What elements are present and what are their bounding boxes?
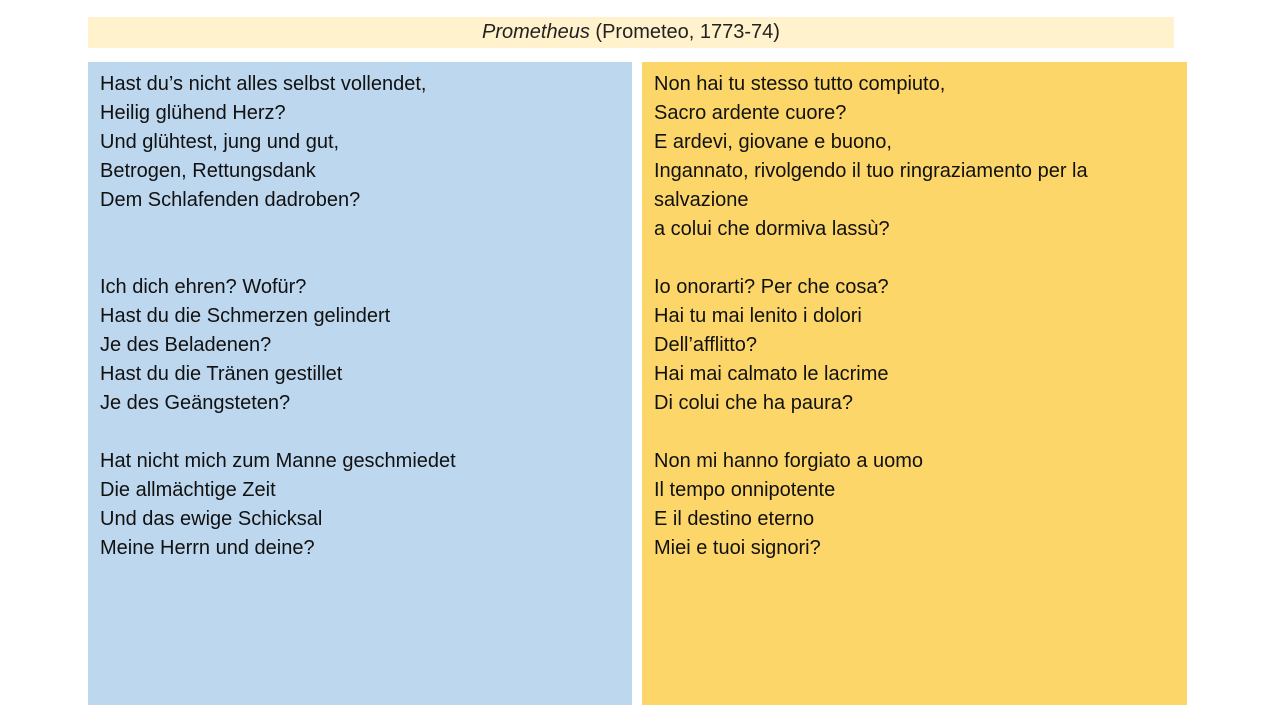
poem-line: Io onorarti? Per che cosa? [654,276,889,298]
italian-stanza-1 [654,70,1175,244]
poem-line: Dell’afflitto? [654,334,758,356]
poem-line: Non mi hanno forgiato a uomo [654,450,924,472]
poem-line: Die allmächtige Zeit [100,479,276,501]
poem-line: Hast du die Schmerzen gelindert [100,305,391,327]
poem-line: Hai mai calmato le lacrime [654,363,889,385]
poem-line: Heilig glühend Herz? [100,102,286,124]
poem-line: E ardevi, giovane e buono, [654,131,892,153]
poem-line: a colui che dormiva lassù? [654,218,890,240]
italian-stanza-2 [654,273,1175,418]
title-work-name: Prometheus [482,21,590,43]
title-subtitle: (Prometeo, 1773-74) [589,21,780,43]
poem-line: Di colui che ha paura? [654,392,854,414]
poem-line: Ich dich ehren? Wofür? [100,276,307,298]
poem-line: Hat nicht mich zum Manne geschmiedet [100,450,456,472]
poem-line: Hai tu mai lenito i dolori [654,305,862,327]
german-stanza-2 [100,273,620,418]
poem-line: Und das ewige Schicksal [100,508,323,530]
poem-line: Und glühtest, jung und gut, [100,131,340,153]
poem-line: Hast du die Tränen gestillet [100,363,343,385]
german-text-panel [88,62,632,705]
poem-line: E il destino eterno [654,508,815,530]
german-stanza-1 [100,70,620,215]
page-title [88,17,1174,48]
italian-translation-panel [642,62,1187,705]
poem-line: Meine Herrn und deine? [100,537,315,559]
poem-line: Betrogen, Rettungsdank [100,160,316,182]
poem-line: Ingannato, rivolgendo il tuo ringraziamento per la salvazione [654,160,1088,211]
german-stanza-3 [100,447,620,563]
italian-stanza-3 [654,447,1175,563]
poem-line: Miei e tuoi signori? [654,537,821,559]
poem-line: Sacro ardente cuore? [654,102,847,124]
poem-line: Je des Beladenen? [100,334,272,356]
poem-line: Je des Geängsteten? [100,392,291,414]
poem-line: Dem Schlafenden dadroben? [100,189,361,211]
poem-line: Non hai tu stesso tutto compiuto, [654,73,946,95]
poem-line: Hast du’s nicht alles selbst vollendet, [100,73,427,95]
poem-line: Il tempo onnipotente [654,479,836,501]
